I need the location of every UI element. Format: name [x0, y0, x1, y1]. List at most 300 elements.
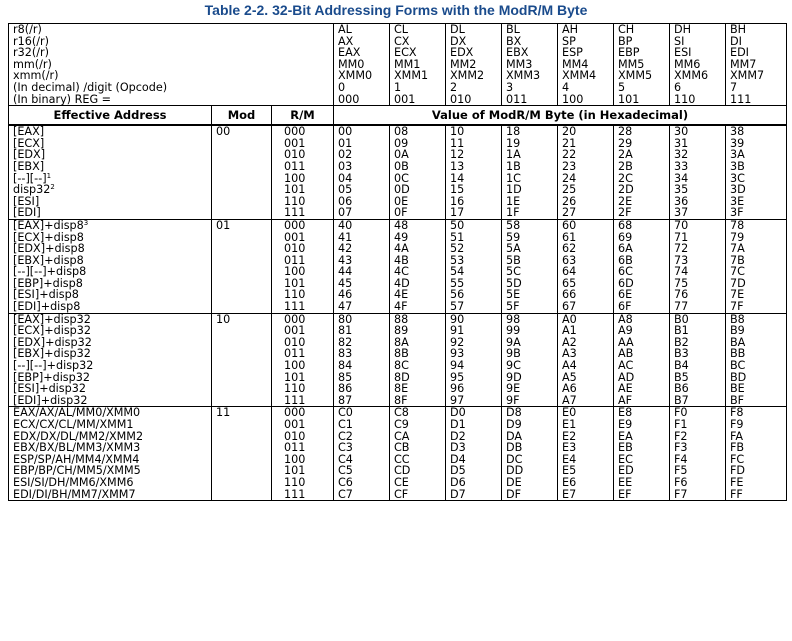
modrm-hex-value: 86	[338, 382, 353, 396]
modrm-hex-value: 28	[618, 125, 633, 139]
register-dec: 6	[674, 80, 682, 94]
modrm-hex-value: 2A	[618, 148, 633, 162]
modrm-hex-value: 7C	[730, 265, 745, 279]
modrm-hex-value: 8B	[394, 347, 409, 361]
modrm-hex-value: 07	[338, 206, 353, 220]
modrm-hex-value: 7E	[730, 288, 745, 302]
modrm-hex-value: 66	[562, 288, 577, 302]
rm-value: 110	[284, 382, 306, 396]
footnote-marker: 1	[46, 171, 52, 180]
modrm-hex-value: CA	[394, 429, 410, 443]
effective-address-cell	[9, 125, 212, 219]
modrm-value-column-0	[334, 313, 390, 407]
modrm-hex-value: 73	[674, 253, 689, 267]
modrm-hex-value: 4B	[394, 253, 409, 267]
modrm-hex-value: 26	[562, 194, 577, 208]
rm-value: 001	[284, 418, 306, 431]
register-r16: SP	[562, 34, 576, 48]
modrm-hex-value: 78	[730, 219, 745, 232]
modrm-hex-value: E8	[618, 406, 633, 420]
modrm-hex-value: 1F	[506, 206, 520, 220]
modrm-hex-value: D8	[506, 406, 522, 420]
modrm-hex-value: B3	[674, 347, 689, 361]
register-bin: 101	[618, 92, 640, 106]
rm-value: 100	[284, 171, 306, 185]
effective-address-text: [EBP]+disp32	[13, 370, 90, 384]
modrm-hex-value: 96	[450, 382, 465, 396]
modrm-hex-value: BC	[730, 359, 746, 373]
modrm-hex-value: 63	[562, 253, 577, 267]
mod-value: 01	[212, 219, 272, 313]
register-r16: DI	[730, 34, 742, 48]
rm-value: 011	[284, 253, 306, 267]
mod-heading: Mod	[212, 106, 272, 126]
modrm-hex-value: 4F	[394, 300, 408, 314]
modrm-hex-value: 6C	[618, 265, 633, 279]
modrm-hex-value: 7D	[730, 276, 746, 290]
modrm-hex-value: 3A	[730, 148, 745, 162]
modrm-hex-value: 2C	[618, 171, 633, 185]
modrm-hex-value: 6F	[618, 300, 632, 314]
register-r8: BL	[506, 23, 520, 36]
register-xmm: XMM7	[730, 69, 765, 83]
modrm-hex-value: 8D	[394, 370, 410, 384]
modrm-hex-value: 8C	[394, 359, 409, 373]
rm-value: 111	[284, 300, 306, 314]
modrm-hex-value: 11	[450, 136, 465, 150]
modrm-hex-value: C5	[338, 464, 353, 478]
modrm-hex-value: 53	[450, 253, 465, 267]
rm-value: 010	[284, 335, 306, 349]
footnote-marker: 2	[50, 183, 55, 192]
modrm-hex-value: 2E	[618, 194, 633, 208]
modrm-hex-value: 7B	[730, 253, 745, 267]
register-legend-line: xmm(/r)	[13, 69, 59, 83]
modrm-hex-value: DF	[506, 487, 522, 501]
effective-address-text: [ESI]+disp32	[13, 382, 86, 396]
rm-value: 100	[284, 359, 306, 373]
modrm-hex-value: 67	[562, 300, 577, 314]
register-mm: MM1	[394, 57, 421, 71]
register-mm: MM5	[618, 57, 645, 71]
effective-address	[13, 196, 211, 208]
modrm-hex-value: 00	[338, 125, 353, 139]
modrm-hex-value: 30	[674, 125, 689, 139]
modrm-hex-value: 9E	[506, 382, 521, 396]
rm-value: 000	[284, 406, 306, 420]
modrm-hex-value: 72	[674, 242, 689, 256]
modrm-hex-value: BB	[730, 347, 746, 361]
rm-value: 011	[284, 347, 306, 361]
modrm-hex-value: 4A	[394, 242, 409, 256]
register-r32: ESI	[674, 46, 692, 60]
modrm-hex-value: 55	[450, 276, 465, 290]
modrm-hex-value: 71	[674, 230, 689, 244]
modrm-hex-value: 35	[674, 183, 689, 197]
modrm-value-column-6	[670, 407, 726, 501]
rm-value: 101	[284, 370, 306, 384]
modrm-value-column-2	[446, 313, 502, 407]
modrm-hex-value: F6	[674, 475, 688, 489]
effective-address-cell	[9, 313, 212, 407]
modrm-hex-value: 54	[450, 265, 465, 279]
register-bin: 001	[394, 92, 416, 106]
register-legend-line: (In binary) REG =	[13, 92, 112, 106]
modrm-hex-value: E2	[562, 429, 577, 443]
effective-address	[13, 184, 211, 196]
modrm-hex-value: 99	[506, 324, 521, 338]
mod-block-row	[9, 407, 787, 501]
modrm-hex-value: E1	[562, 418, 577, 431]
modrm-value-column-4	[558, 407, 614, 501]
modrm-hex-value: B5	[674, 370, 689, 384]
modrm-hex-value: C6	[338, 475, 353, 489]
modrm-hex-value: 40	[338, 219, 353, 232]
modrm-hex-value: 50	[450, 219, 465, 232]
register-mm: MM3	[506, 57, 533, 71]
modrm-hex-value: 34	[674, 171, 689, 185]
modrm-hex-value: 1B	[506, 159, 521, 173]
mod-block-row	[9, 125, 787, 219]
register-xmm: XMM3	[506, 69, 541, 83]
modrm-hex-value: 5A	[506, 242, 521, 256]
modrm-hex-value: 88	[394, 313, 409, 326]
modrm-hex-value: A1	[562, 324, 577, 338]
modrm-hex-value: C8	[394, 406, 409, 420]
modrm-hex-value: 59	[506, 230, 521, 244]
modrm-hex-value: 5F	[506, 300, 520, 314]
effective-address-text: [--][--]+disp32	[13, 359, 94, 373]
register-column-0	[334, 24, 390, 106]
effective-address-text: EDI/DI/BH/MM7/XMM7	[13, 487, 136, 501]
modrm-value-column-4	[558, 125, 614, 219]
modrm-hex-value: E4	[562, 452, 577, 466]
table-body	[9, 24, 787, 501]
modrm-hex-value: 6E	[618, 288, 633, 302]
effective-address-heading: Effective Address	[9, 106, 212, 126]
modrm-hex-value: FC	[730, 452, 745, 466]
modrm-hex-value: 41	[338, 230, 353, 244]
effective-address-text: [ESI]	[13, 194, 40, 208]
rm-value: 011	[284, 159, 306, 173]
modrm-hex-value: AB	[618, 347, 634, 361]
modrm-hex-value: 52	[450, 242, 465, 256]
modrm-hex-value: 81	[338, 324, 353, 338]
register-column-5	[614, 24, 670, 106]
modrm-hex-value: F1	[674, 418, 688, 431]
modrm-hex-value: 5C	[506, 265, 521, 279]
effective-address	[13, 207, 211, 219]
mod-block-row	[9, 219, 787, 313]
modrm-hex-value: 12	[450, 148, 465, 162]
modrm-hex-value: 04	[338, 171, 353, 185]
modrm-hex-value: B1	[674, 324, 689, 338]
modrm-hex-value: 56	[450, 288, 465, 302]
register-r16: SI	[674, 34, 685, 48]
effective-address-text: [EAX]+disp32	[13, 313, 91, 326]
register-r32: EBX	[506, 46, 529, 60]
modrm-value-column-5	[614, 407, 670, 501]
modrm-hex-value: 84	[338, 359, 353, 373]
modrm-hex-value: C4	[338, 452, 353, 466]
mod-value: 10	[212, 313, 272, 407]
modrm-hex-value: C7	[338, 487, 353, 501]
modrm-table	[8, 23, 787, 501]
rm-cell	[272, 125, 334, 219]
modrm-hex-value: 69	[618, 230, 633, 244]
modrm-hex-value: BF	[730, 393, 745, 407]
modrm-hex-value: EB	[618, 441, 633, 455]
modrm-hex-value: CF	[394, 487, 409, 501]
modrm-hex-value: 2D	[618, 183, 634, 197]
effective-address-text: [EBX]+disp32	[13, 347, 91, 361]
modrm-hex-value: 3F	[730, 206, 744, 220]
modrm-hex-value: 16	[450, 194, 465, 208]
modrm-hex-value: 70	[674, 219, 689, 232]
rm-cell	[272, 407, 334, 501]
modrm-hex-value: 27	[562, 206, 577, 220]
modrm-hex-value: 68	[618, 219, 633, 232]
modrm-hex-value: B6	[674, 382, 689, 396]
modrm-hex-value: E6	[562, 475, 577, 489]
modrm-hex-value: B9	[730, 324, 745, 338]
modrm-value-column-2	[446, 125, 502, 219]
modrm-hex-value: 4D	[394, 276, 410, 290]
rm-value: 000	[284, 219, 306, 232]
modrm-value-column-2	[446, 407, 502, 501]
modrm-hex-value: 82	[338, 335, 353, 349]
modrm-hex-value: 45	[338, 276, 353, 290]
register-legend-line: mm(/r)	[13, 57, 52, 71]
register-bin: 110	[674, 92, 696, 106]
modrm-value-column-3	[502, 219, 558, 313]
modrm-hex-value: 29	[618, 136, 633, 150]
register-bin: 010	[450, 92, 472, 106]
modrm-hex-value: FA	[730, 429, 744, 443]
modrm-value-column-0	[334, 219, 390, 313]
register-legend-line: r32(/r)	[13, 46, 49, 60]
register-mm: MM4	[562, 57, 589, 71]
modrm-hex-value: BE	[730, 382, 745, 396]
modrm-hex-value: C2	[338, 429, 353, 443]
modrm-hex-value: 3B	[730, 159, 745, 173]
modrm-hex-value: 1E	[506, 194, 521, 208]
modrm-hex-value: 25	[562, 183, 577, 197]
register-column-2	[446, 24, 502, 106]
rm-value: 110	[284, 475, 306, 489]
modrm-hex-value: A7	[562, 393, 577, 407]
modrm-hex-value: 03	[338, 159, 353, 173]
register-r32: EDX	[450, 46, 474, 60]
modrm-hex-value: B2	[674, 335, 689, 349]
modrm-hex-value: 0E	[394, 194, 409, 208]
modrm-hex-value: 3C	[730, 171, 745, 185]
modrm-value-column-5	[614, 125, 670, 219]
register-dec: 1	[394, 80, 402, 94]
modrm-hex-value: 6D	[618, 276, 634, 290]
rm-value: 001	[284, 136, 306, 150]
modrm-hex-value: 08	[394, 125, 409, 139]
modrm-hex-value: 21	[562, 136, 577, 150]
modrm-hex-value: F5	[674, 464, 688, 478]
effective-address-text: [ECX]+disp32	[13, 324, 92, 338]
register-mm: MM6	[674, 57, 701, 71]
register-bin: 111	[730, 92, 752, 106]
modrm-hex-value: 9B	[506, 347, 521, 361]
modrm-hex-value: B0	[674, 313, 689, 326]
modrm-hex-value: 91	[450, 324, 465, 338]
modrm-hex-value: C1	[338, 418, 353, 431]
modrm-value-column-3	[502, 407, 558, 501]
modrm-hex-value: 22	[562, 148, 577, 162]
rm-cell	[272, 219, 334, 313]
modrm-hex-value: 97	[450, 393, 465, 407]
modrm-hex-value: 10	[450, 125, 465, 139]
modrm-hex-value: 6B	[618, 253, 633, 267]
effective-address-text: [EDX]+disp32	[13, 335, 92, 349]
modrm-hex-value: BA	[730, 335, 746, 349]
modrm-hex-value: 5B	[506, 253, 521, 267]
modrm-hex-value: 2B	[618, 159, 633, 173]
register-dec: 4	[562, 80, 570, 94]
rm-heading: R/M	[272, 106, 334, 126]
effective-address-text: ECX/CX/CL/MM/XMM1	[13, 418, 134, 431]
effective-address-text: ESP/SP/AH/MM4/XMM4	[13, 452, 140, 466]
modrm-hex-value: D9	[506, 418, 522, 431]
modrm-hex-value: 77	[674, 300, 689, 314]
effective-address-text: [EBX]	[13, 159, 45, 173]
register-legend-line: r8(/r)	[13, 23, 42, 36]
register-r32: EAX	[338, 46, 361, 60]
modrm-hex-value: A3	[562, 347, 577, 361]
modrm-hex-value: D5	[450, 464, 466, 478]
modrm-value-column-6	[670, 219, 726, 313]
rm-value: 010	[284, 242, 306, 256]
register-xmm: XMM5	[618, 69, 653, 83]
modrm-hex-value: 74	[674, 265, 689, 279]
register-xmm: XMM0	[338, 69, 373, 83]
modrm-value-column-7	[726, 313, 787, 407]
modrm-hex-value: 18	[506, 125, 521, 139]
register-xmm: XMM1	[394, 69, 429, 83]
modrm-hex-value: 8F	[394, 393, 408, 407]
modrm-hex-value: 17	[450, 206, 465, 220]
modrm-value-column-7	[726, 407, 787, 501]
modrm-hex-value: 13	[450, 159, 465, 173]
effective-address-cell	[9, 407, 212, 501]
modrm-hex-value: D7	[450, 487, 466, 501]
modrm-hex-value: 76	[674, 288, 689, 302]
modrm-value-column-3	[502, 313, 558, 407]
modrm-hex-value: B8	[730, 313, 745, 326]
modrm-hex-value: 47	[338, 300, 353, 314]
register-r32: ESP	[562, 46, 583, 60]
modrm-hex-value: D6	[450, 475, 466, 489]
modrm-hex-value: DC	[506, 452, 523, 466]
rm-value: 000	[284, 125, 306, 139]
modrm-hex-value: 5E	[506, 288, 521, 302]
rm-value: 110	[284, 194, 306, 208]
modrm-hex-value: 9F	[506, 393, 520, 407]
modrm-hex-value: 87	[338, 393, 353, 407]
modrm-hex-value: EE	[618, 475, 633, 489]
register-header-row	[9, 24, 787, 106]
modrm-value-column-4	[558, 219, 614, 313]
modrm-hex-value: 80	[338, 313, 353, 326]
rm-value: 101	[284, 183, 306, 197]
effective-address-text: ESI/SI/DH/MM6/XMM6	[13, 475, 134, 489]
effective-address-text: [ECX]+disp8	[13, 230, 84, 244]
modrm-hex-value: 9D	[506, 370, 522, 384]
modrm-hex-value: D3	[450, 441, 466, 455]
modrm-hex-value: 79	[730, 230, 745, 244]
modrm-hex-value: 85	[338, 370, 353, 384]
modrm-hex-value: FF	[730, 487, 743, 501]
modrm-hex-value: 33	[674, 159, 689, 173]
register-dec: 2	[450, 80, 458, 94]
mod-block-row	[9, 313, 787, 407]
modrm-hex-value: CD	[394, 464, 411, 478]
register-r32: EBP	[618, 46, 640, 60]
register-legend-line: r16(/r)	[13, 34, 49, 48]
modrm-hex-value: 02	[338, 148, 353, 162]
register-r32: EDI	[730, 46, 749, 60]
register-r8: BH	[730, 23, 747, 36]
effective-address-text: [EAX]	[13, 125, 45, 139]
effective-address-text: [--][--]	[13, 171, 47, 185]
modrm-hex-value: 83	[338, 347, 353, 361]
modrm-value-column-0	[334, 125, 390, 219]
modrm-hex-value: 9C	[506, 359, 521, 373]
register-dec: 0	[338, 80, 346, 94]
register-r8: CL	[394, 23, 409, 36]
modrm-hex-value: F0	[674, 406, 688, 420]
modrm-hex-value: AF	[618, 393, 633, 407]
modrm-hex-value: 98	[506, 313, 521, 326]
modrm-hex-value: 61	[562, 230, 577, 244]
modrm-hex-value: A6	[562, 382, 577, 396]
register-r32: ECX	[394, 46, 417, 60]
effective-address-cell	[9, 219, 212, 313]
modrm-hex-value: A0	[562, 313, 577, 326]
modrm-hex-value: A8	[618, 313, 633, 326]
register-r16: BX	[506, 34, 522, 48]
register-dec: 3	[506, 80, 514, 94]
modrm-hex-value: A2	[562, 335, 577, 349]
rm-value: 000	[284, 313, 306, 326]
modrm-hex-value: 06	[338, 194, 353, 208]
modrm-hex-value: 5D	[506, 276, 522, 290]
rm-value: 001	[284, 324, 306, 338]
modrm-hex-value: 4E	[394, 288, 409, 302]
effective-address-text: [EBP]+disp8	[13, 276, 83, 290]
modrm-hex-value: E7	[562, 487, 577, 501]
modrm-hex-value: 39	[730, 136, 745, 150]
modrm-hex-value: 92	[450, 335, 465, 349]
modrm-hex-value: FE	[730, 475, 744, 489]
modrm-hex-value: A5	[562, 370, 577, 384]
effective-address-text: [--][--]+disp8	[13, 265, 87, 279]
modrm-hex-value: D0	[450, 406, 466, 420]
modrm-hex-value: F8	[730, 406, 744, 420]
footnote-marker: 3	[83, 219, 89, 227]
rm-value: 111	[284, 487, 306, 501]
modrm-hex-value: F3	[674, 441, 688, 455]
register-column-6	[670, 24, 726, 106]
modrm-value-column-5	[614, 313, 670, 407]
effective-address-text: [EDI]	[13, 206, 41, 220]
modrm-hex-value: 0A	[394, 148, 409, 162]
